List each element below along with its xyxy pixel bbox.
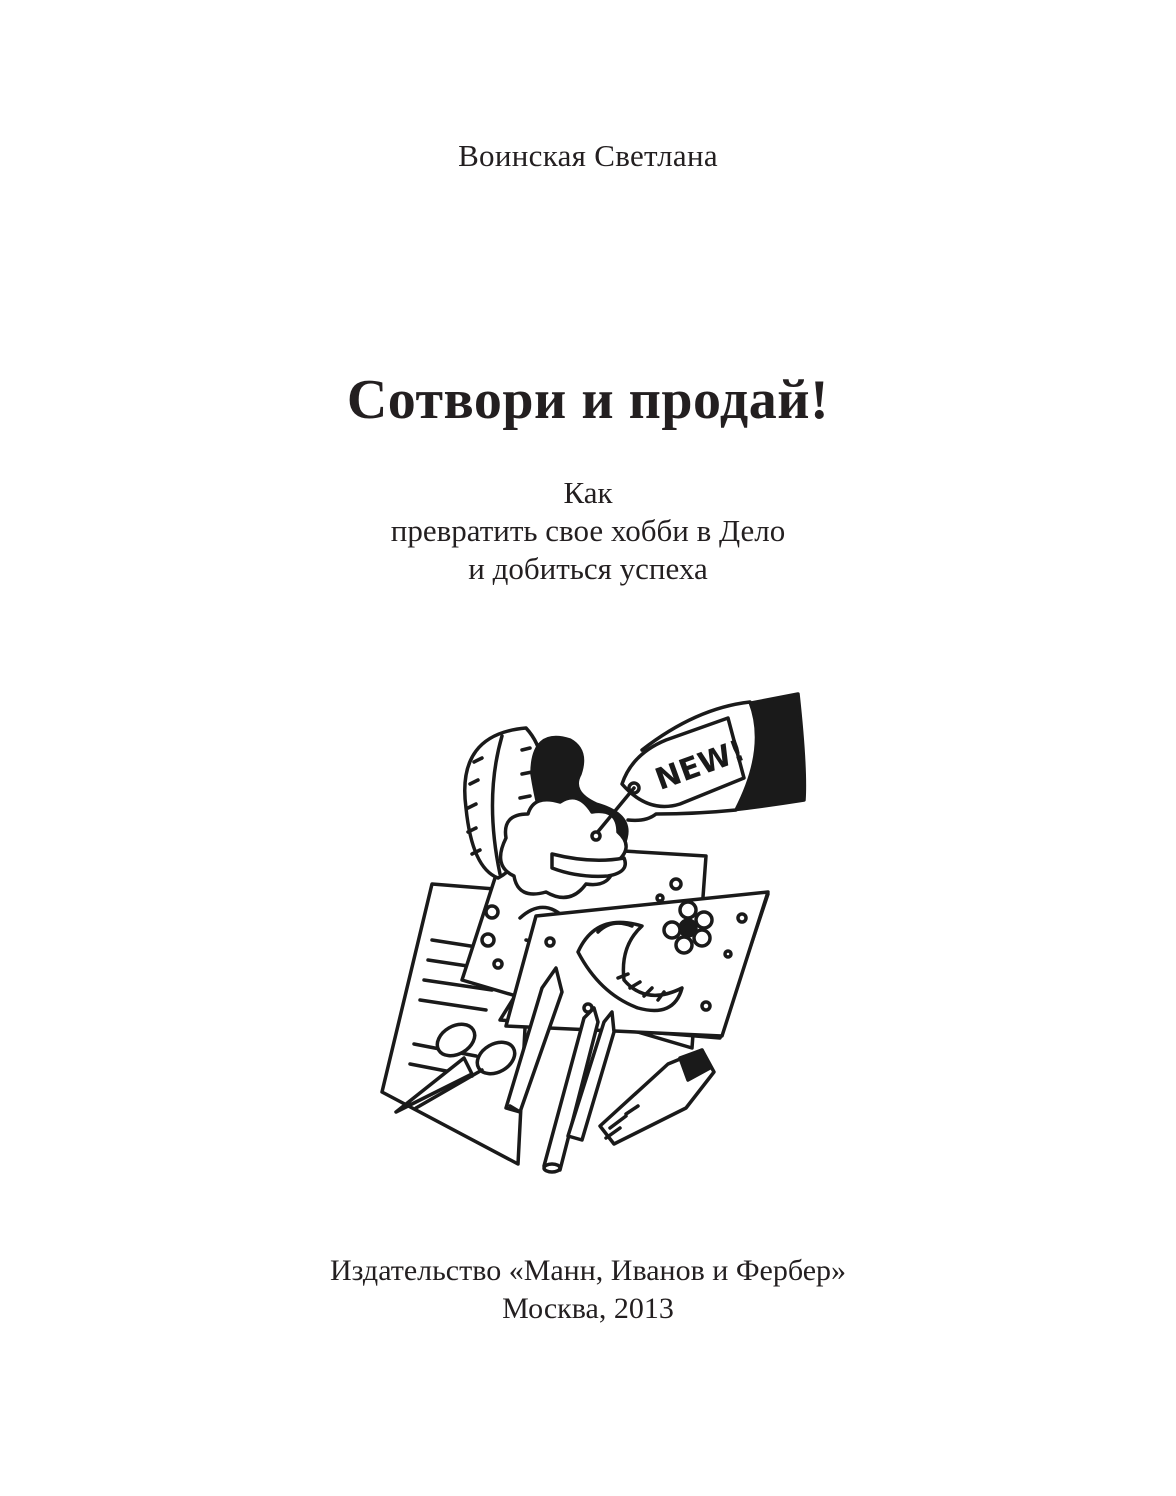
subtitle-line: превратить свое хобби в Дело [390,513,786,548]
glue-stick-icon [600,1050,714,1144]
subtitle-line: Как [563,475,613,510]
tag-new-text: NEW! [650,733,750,798]
publisher-name: Издательство «Манн, Иванов и Фербер» [329,1254,847,1287]
publication-city-year: Москва, 2013 [502,1292,674,1325]
book-subtitle [0,474,1176,588]
book-title: Сотвори и продай! [346,369,830,431]
book-author: Воинская Светлана [458,138,718,173]
publisher-block [0,1252,1176,1328]
crafts-illustration-svg [356,688,812,1180]
subtitle-line: и добиться успеха [468,551,708,586]
crafts-illustration [356,688,812,1180]
